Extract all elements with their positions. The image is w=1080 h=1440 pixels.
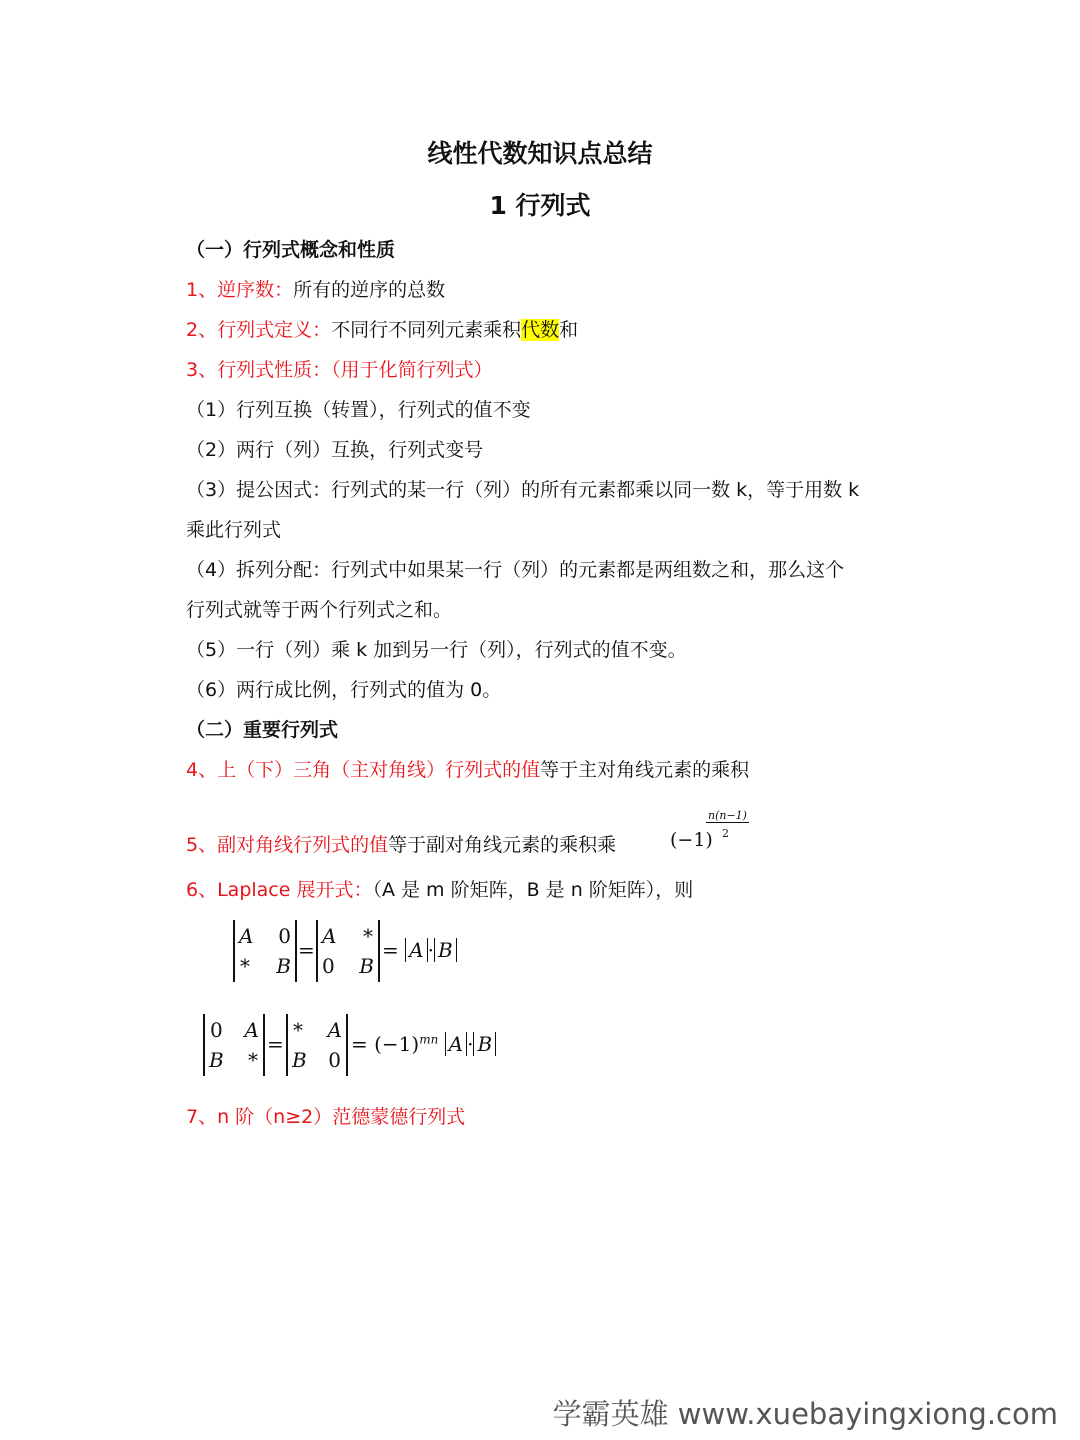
item-1-text: 所有的逆序的总数 xyxy=(293,279,446,301)
item-7-label: 7、n 阶（n≥2）范德蒙德行列式 xyxy=(186,1106,466,1128)
item-1-label: 1、逆序数： xyxy=(186,279,294,301)
property-4-cont: 行列式就等于两个行列式之和。 xyxy=(186,599,453,621)
formula1-m1-a11: A xyxy=(239,924,254,948)
formula1-det-a: A xyxy=(405,938,427,962)
section-heading-2: （二）重要行列式 xyxy=(186,719,339,741)
formula2-sign: = (−1) xyxy=(351,1032,420,1056)
watermark-footer: 学霸英雄 www.xuebayingxiong.com xyxy=(552,1397,1058,1431)
item-2 xyxy=(186,316,578,344)
sign-power-denominator: 2 xyxy=(722,827,729,840)
formula1-m2-a12: * xyxy=(363,924,373,948)
formula2-det-a: A xyxy=(445,1032,467,1056)
formula2-m2-a22: 0 xyxy=(328,1048,341,1072)
formula1-equals-1: = xyxy=(298,938,315,962)
property-6: （6）两行成比例，行列式的值为 0。 xyxy=(186,679,502,701)
property-3: （3）提公因式：行列式的某一行（列）的所有元素都乘以同一数 k，等于用数 k xyxy=(186,479,860,501)
formula1-matrix-left xyxy=(233,920,297,982)
formula1-m2-a22: B xyxy=(359,954,374,978)
section-heading-1: （一）行列式概念和性质 xyxy=(186,239,396,261)
item-2-highlight: 代数 xyxy=(521,319,560,341)
item-2-text-end: 和 xyxy=(559,319,579,341)
item-5 xyxy=(186,831,616,859)
item-2-label: 2、行列式定义： xyxy=(186,319,332,341)
formula2-m2-a12: A xyxy=(327,1018,342,1042)
formula1-m1-a12: 0 xyxy=(278,924,291,948)
formula1-det-b: B xyxy=(434,938,457,962)
formula2-matrix-left xyxy=(203,1014,265,1076)
formula2-m1-a21: B xyxy=(209,1048,224,1072)
formula2-dot: · xyxy=(467,1032,474,1056)
formula1-m2-a21: 0 xyxy=(322,954,335,978)
chapter-title: 1 行列式 xyxy=(489,191,591,220)
formula2-m1-a11: 0 xyxy=(210,1018,223,1042)
formula1-m1-a22: B xyxy=(276,954,291,978)
sign-power-base: (−1) xyxy=(670,829,713,851)
item-6-text: （A 是 m 阶矩阵，B 是 n 阶矩阵），则 xyxy=(372,879,694,901)
property-2: （2）两行（列）互换，行列式变号 xyxy=(186,439,484,461)
formula1-matrix-right xyxy=(316,920,380,982)
item-4-text: 等于主对角线元素的乘积 xyxy=(540,759,750,781)
formula1-result xyxy=(382,938,457,962)
item-6 xyxy=(186,876,693,904)
formula2-m2-a11: * xyxy=(293,1018,303,1042)
document-title: 线性代数知识点总结 xyxy=(427,139,653,168)
sign-power-exponent: n(n−1) xyxy=(708,809,747,822)
formula1-dot: · xyxy=(427,938,434,962)
formula1-equals-2: = xyxy=(382,938,399,962)
formula2-det-b: B xyxy=(473,1032,496,1056)
property-4: （4）拆列分配：行列式中如果某一行（列）的元素都是两组数之和，那么这个 xyxy=(186,559,845,581)
formula2-m2-a21: B xyxy=(292,1048,307,1072)
property-1: （1）行列互换（转置），行列式的值不变 xyxy=(186,399,531,421)
item-5-label: 5、副对角线行列式的值 xyxy=(186,834,389,856)
item-3-label: 3、行列式性质：（用于化简行列式） xyxy=(186,359,493,381)
formula1-m2-a11: A xyxy=(322,924,337,948)
formula2-equals-1: = xyxy=(267,1032,284,1056)
formula1-m1-a21: * xyxy=(240,954,250,978)
formula2-matrix-right xyxy=(286,1014,348,1076)
formula2-m1-a12: A xyxy=(244,1018,259,1042)
formula2-result xyxy=(351,1032,496,1056)
property-5: （5）一行（列）乘 k 加到另一行（列），行列式的值不变。 xyxy=(186,639,687,661)
item-4 xyxy=(186,756,749,784)
item-6-label: 6、Laplace 展开式： xyxy=(186,879,373,901)
item-5-text: 等于副对角线元素的乘积乘 xyxy=(388,834,617,856)
item-4-label: 4、上（下）三角（主对角线）行列式的值 xyxy=(186,759,541,781)
property-3-cont: 乘此行列式 xyxy=(186,519,282,541)
formula2-m1-a22: * xyxy=(248,1048,258,1072)
item-2-text: 不同行不同列元素乘积 xyxy=(331,319,522,341)
formula2-exponent: mn xyxy=(419,1032,439,1047)
item-1 xyxy=(186,276,445,304)
